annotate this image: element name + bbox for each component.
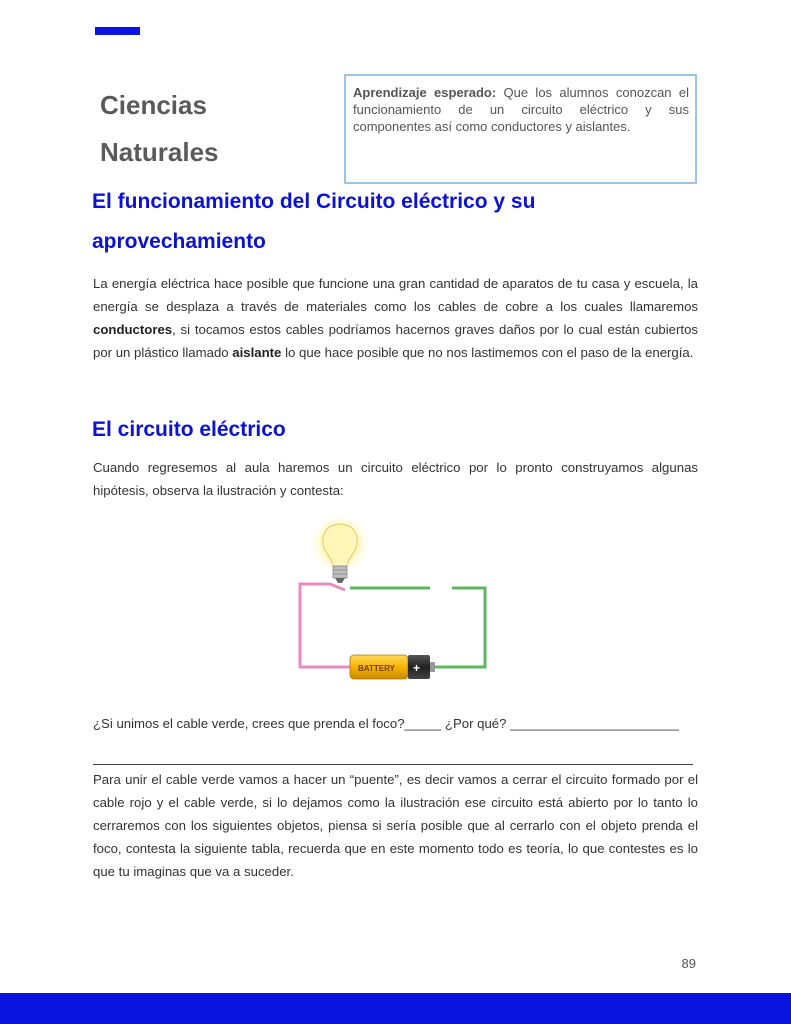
circuit-illustration [290, 512, 490, 692]
closing-paragraph: Para unir el cable verde vamos a hacer un “puente”, es decir vamos a cerrar el circuito formado por el cable rojo y el cable verde, si lo dejamos como la ilustración ese circuito está abierto por lo tanto lo cerraremos con los siguientes objetos, piensa si sería posible que al cerrarlo con el objeto prenda el foco, contesta la siguiente tabla, recuerda que en este momento todo es teoría, lo que contestes es lo que tu imaginas que va a suceder. [93, 772, 698, 879]
green-wire-right [435, 588, 485, 667]
section-title-circuit-function: El funcionamiento del Circuito eléctrico y su aprovechamiento [92, 190, 536, 253]
page-number: 89 [681, 956, 696, 971]
term-aislante: aislante [232, 345, 282, 360]
para-text-1: La energía eléctrica hace posible que funcione una gran cantidad de aparatos de tu casa y escuela, la energía se desplaza a través de materiales como los cables de cobre a los cuales llamaremos [93, 276, 698, 314]
top-accent-bar [95, 27, 140, 35]
goal-text: Que los alumnos conozcan el funcionamiento de un circuito eléctrico y sus componentes así como conductores y aislantes. [353, 85, 689, 134]
battery-label: BATTERY [358, 664, 395, 673]
answer-line[interactable] [93, 764, 693, 765]
battery-plus: + [413, 661, 421, 675]
para-text-3: lo que hace posible que no nos lastimemos con el paso de la energía. [281, 345, 694, 360]
subject-line-1: Ciencias [100, 90, 207, 120]
battery-icon [350, 655, 435, 679]
section-title-electric-circuit: El circuito eléctrico [92, 418, 286, 441]
light-bulb-icon [308, 515, 372, 583]
term-conductores: conductores [93, 322, 173, 337]
bottom-accent-bar [0, 993, 791, 1024]
para-text-2: , si tocamos estos cables podríamos hacernos graves daños por lo cual están cubiertos por un plástico llamado [93, 322, 698, 360]
learning-goal-box [344, 74, 697, 184]
section1-paragraph [93, 272, 698, 364]
pink-wire [300, 584, 350, 667]
goal-label: Aprendizaje esperado: [353, 85, 497, 100]
subject-line-2: Naturales [100, 137, 219, 167]
subject-title [100, 82, 320, 176]
question-green-cable: ¿Si unimos el cable verde, crees que prenda el foco?_____ ¿Por qué? _______________________ [93, 716, 679, 731]
section2-intro: Cuando regresemos al aula haremos un circuito eléctrico por lo pronto construyamos algunas hipótesis, observa la ilustración y contesta: [93, 460, 698, 498]
